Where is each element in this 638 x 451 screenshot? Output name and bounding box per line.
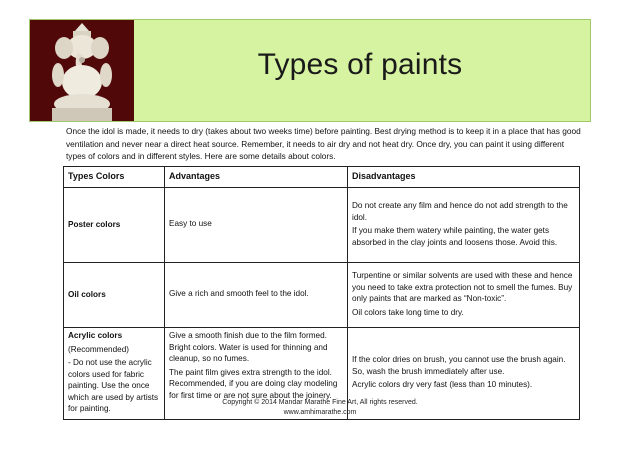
disadvantage-text: Acrylic colors dry very fast (less than 10 minutes).	[352, 380, 533, 389]
disadvantage-text: Do not create any film and hence do not add strength to the idol.	[352, 201, 568, 222]
paint-type-name: Acrylic colors	[68, 331, 123, 340]
advantage-text: Give a smooth finish due to the film formed. Bright colors. Water is used for thinning and cleanup, so no fumes.	[169, 331, 328, 363]
disadvantage-text: If the color dries on brush, you cannot use the brush again. So, wash the brush immediately after use.	[352, 355, 566, 376]
table-header-row	[64, 167, 580, 188]
advantage-text: Easy to use	[169, 219, 212, 229]
copyright-footer	[150, 398, 490, 418]
header-advantages: Advantages	[165, 167, 348, 188]
disadvantage-text: Oil colors take long time to dry.	[352, 307, 464, 317]
advantage-text: The paint film gives extra strength to the idol. Recommended, if you are doing clay modeling for first time or are not sure about the joinery.	[169, 367, 338, 400]
table-row-poster-colors	[64, 188, 580, 263]
paint-type-note: (Recommended)	[68, 344, 129, 354]
cell-disadvantages	[348, 188, 580, 263]
cell-disadvantages	[348, 263, 580, 328]
page-title: Types of paints	[257, 48, 463, 81]
copyright-text: Copyright © 2014 Mandar Marathe Fine Art, All rights reserved.	[222, 399, 418, 406]
website-url: www.amhimarathe.com	[283, 409, 357, 416]
disadvantage-text: Turpentine or similar solvents are used with these and hence you need to take extra protection not to smell the fumes. Buy only paints that are marked as “Non-toxic”.	[352, 271, 573, 303]
ganesha-idol-image	[30, 20, 134, 121]
advantage-text: Give a rich and smooth feel to the idol.	[169, 289, 309, 299]
paint-types-table	[63, 166, 580, 420]
paint-type-name: Poster colors	[68, 220, 121, 230]
cell-type	[64, 263, 165, 328]
cell-advantages	[165, 263, 348, 328]
cell-type	[64, 188, 165, 263]
header-disadvantages: Disadvantages	[348, 167, 580, 188]
disadvantage-text: If you make them watery while painting, the water gets absorbed in the clay joints and loosens those. Avoid this.	[352, 226, 558, 247]
table-row-oil-colors	[64, 263, 580, 328]
paint-type-name: Oil colors	[68, 290, 106, 300]
paint-type-note: - Do not use the acrylic colors used for fabric painting. Use the once which are used by artists for painting.	[68, 358, 159, 413]
header-types-colors: Types Colors	[64, 167, 165, 188]
cell-advantages	[165, 188, 348, 263]
intro-paragraph: Once the idol is made, it needs to dry (takes about two weeks time) before painting. Best drying method is to keep it in a place that has good ventilation and never near a direct heat source. Remember, it needs to air dry and not heat dry. Once dry, you can paint it using different types of colors and in different styles. Here are some details about colors.	[66, 126, 581, 161]
